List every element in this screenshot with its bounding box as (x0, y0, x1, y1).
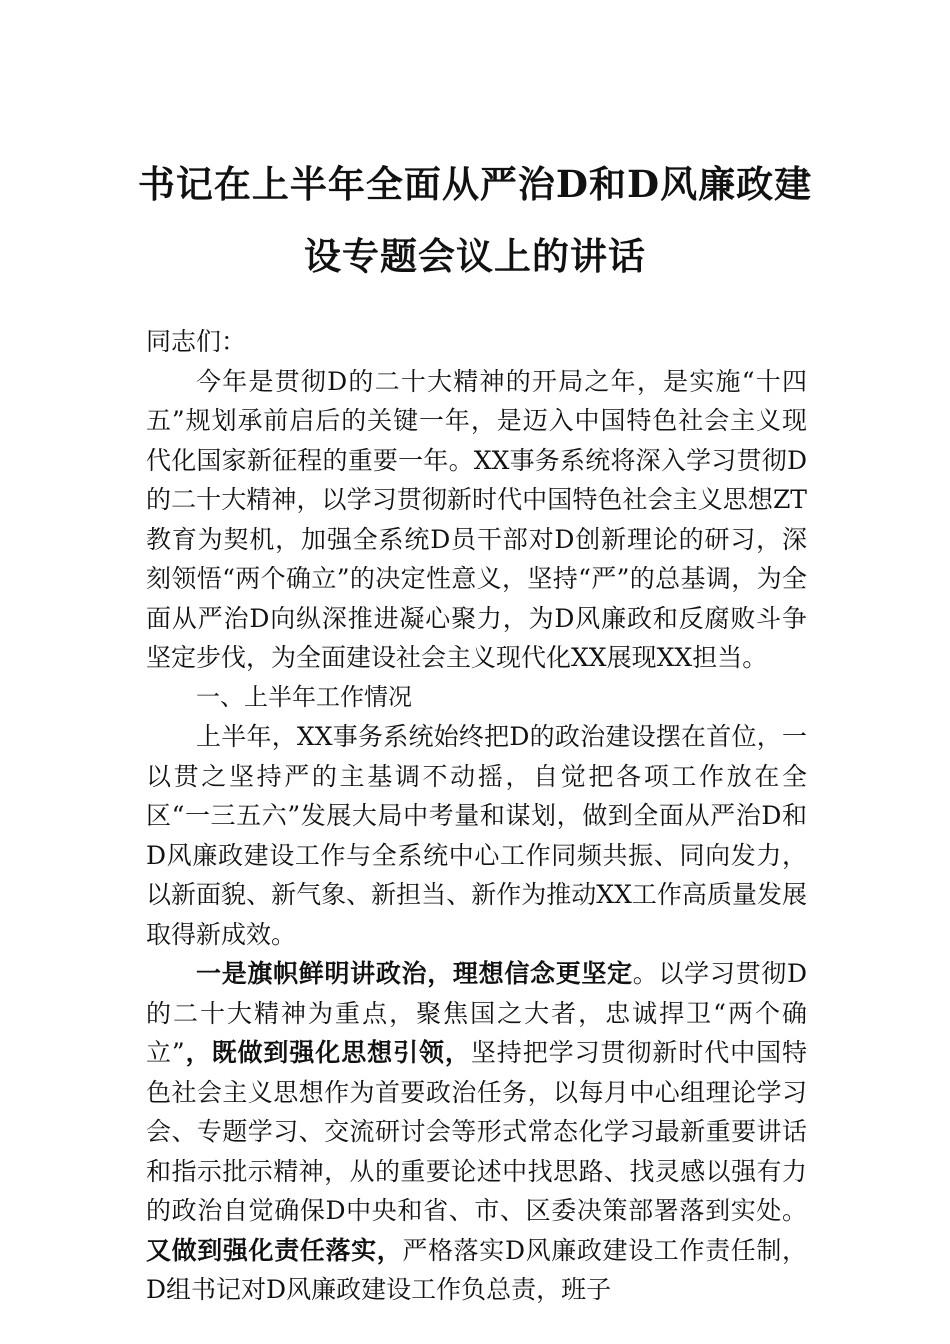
text-run-1: 。以学习贯彻D的二十大精神为重点，聚焦国之大者，忠诚捍卫“两个确立” (146, 959, 807, 1067)
bold-lead-3: 又做到强化责任落实， (146, 1235, 403, 1265)
salutation: 同志们： (146, 327, 247, 356)
paragraph-politics (146, 954, 807, 1310)
bold-lead-1: 一是旗帜鲜明讲政治，理想信念更坚定 (196, 959, 633, 988)
paragraph-summary: 上半年，XX事务系统始终把D的政治建设摆在首位，一以贯之坚持严的主基调不动摇，自觉把各项工作放在全区“一三五六”发展大局中考量和谋划，做到全面从严治D和D风廉政建设工作与全系统中心工作同频共振、同向发力，以新面貌、新气象、新担当、新作为推动XX工作高质量发展取得新成效。 (146, 722, 807, 949)
document-title (130, 148, 820, 292)
title-line-1: 书记在上半年全面从严治D和D风廉政建 (137, 162, 813, 206)
section-heading: 一、上半年工作情况 (196, 682, 412, 711)
title-line-2: 设专题会议上的讲话 (304, 234, 646, 278)
bold-lead-2: ，既做到强化思想引领， (184, 1038, 471, 1067)
text-run-3: 严格落实D风廉政建设工作责任制，D组书记对D风廉政建设工作负总责，班子 (146, 1235, 807, 1304)
text-run-2: 坚持把学习贯彻新时代中国特色社会主义思想作为首要政治任务，以每月中心组理论学习会、专题学习、交流研讨会等形式常态化学习最新重要讲话和指示批示精神，从的重要论述中找思路、找灵感以强有力的政治自觉确保D中央和省、市、区委决策部署落到实处。 (146, 1038, 807, 1225)
paragraph-intro: 今年是贯彻D的二十大精神的开局之年，是实施“十四五”规划承前启后的关键一年，是迈入中国特色社会主义现代化国家新征程的重要一年。XX事务系统将深入学习贯彻D的二十大精神，以学习贯彻新时代中国特色社会主义思想ZT教育为契机，加强全系统D员干部对D创新理论的研习，深刻领悟“两个确立”的决定性意义，坚持“严”的总基调，为全面从严治D向纵深推进凝心聚力，为D风廉政和反腐败斗争坚定步伐，为全面建设社会主义现代化XX展现XX担当。 (146, 366, 807, 672)
document-body (146, 322, 807, 1310)
